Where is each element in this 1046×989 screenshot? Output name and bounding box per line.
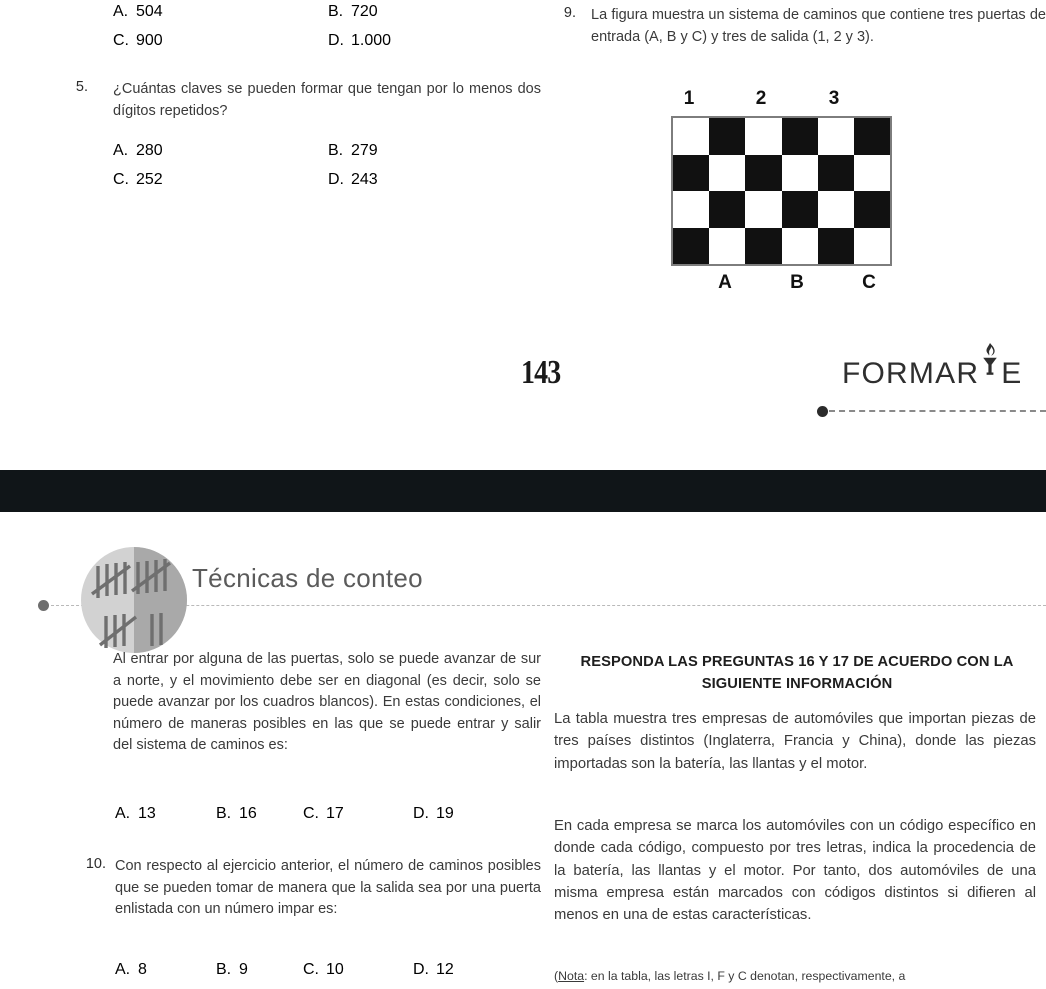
board-cell-white-r3c3: [745, 191, 781, 228]
option-value: 1.000: [351, 32, 392, 49]
option-value: 13: [138, 805, 156, 822]
option-letter: D.: [413, 805, 429, 822]
option-value: 19: [436, 805, 454, 822]
note-label: Nota: [558, 969, 585, 983]
board-cell-black-r3c4: [782, 191, 818, 228]
option-value: 252: [136, 171, 163, 188]
option-q10-c: [303, 961, 344, 979]
board-cell-white-r2c4: [782, 155, 818, 192]
option-letter: D.: [413, 961, 429, 978]
question-9-number: 9.: [563, 5, 576, 21]
brand-text-before: FORMAR: [842, 357, 980, 390]
option-value: 8: [138, 961, 147, 978]
option-value: 10: [326, 961, 344, 978]
option-letter: A.: [113, 142, 129, 159]
question-9-continuation-text: Al entrar por alguna de las puertas, solo se puede avanzar de sur a norte, y el movimiento debe ser en diagonal (es decir, solo se puede avanzar por los cuadros blancos). En estas condiciones, el número de maneras posibles en las que se puede entrar y salir del sistema de caminos es:: [113, 651, 541, 753]
checkerboard-figure: [0, 0, 1046, 320]
formarte-logo: [842, 357, 1022, 391]
option-q10-b: [216, 961, 248, 979]
board-cell-black-r2c3: [745, 155, 781, 192]
board-cell-white-r1c1: [673, 118, 709, 155]
section-dotted-line: [38, 603, 1046, 607]
option-value: 16: [239, 805, 257, 822]
option-value: 900: [136, 32, 163, 49]
option-value: 9: [239, 961, 248, 978]
question-10-number: 10.: [85, 856, 106, 872]
board-cell-white-r1c5: [818, 118, 854, 155]
info-paragraph-1: La tabla muestra tres empresas de automóviles que importan piezas de tres países distintos (Inglaterra, Francia y China), donde las piezas importadas son la batería, las llantas y el motor.: [554, 711, 1036, 772]
figure-top-label-2: 2: [755, 88, 767, 109]
figure-top-label-1: 1: [683, 88, 695, 109]
option-letter: A.: [115, 961, 131, 978]
section-dash-line: [51, 605, 1046, 606]
board-cell-white-r4c2: [709, 228, 745, 265]
question-5-text: ¿Cuántas claves se pueden formar que tengan por lo menos dos dígitos repetidos?: [113, 81, 541, 119]
option-letter: B.: [328, 142, 344, 159]
option-value: 504: [136, 3, 163, 20]
option-value: 243: [351, 171, 378, 188]
figure-bottom-label-c: C: [862, 272, 876, 293]
option-letter: B.: [216, 805, 232, 822]
board-cell-black-r4c3: [745, 228, 781, 265]
option-letter: C.: [303, 961, 319, 978]
option-q10-d: [413, 961, 454, 979]
option-value: 17: [326, 805, 344, 822]
option-letter: C.: [113, 171, 129, 188]
board-cell-white-r3c1: [673, 191, 709, 228]
option-q10-a: [115, 961, 147, 979]
option-q9-b: [216, 805, 257, 823]
board-cell-black-r4c1: [673, 228, 709, 265]
board-cell-black-r2c1: [673, 155, 709, 192]
question-10-text: Con respecto al ejercicio anterior, el número de caminos posibles que se pueden tomar de manera que la salida sea por una puerta enlistada con un número impar es:: [115, 858, 541, 917]
option-letter: B.: [216, 961, 232, 978]
option-letter: D.: [328, 32, 344, 49]
responda-heading: RESPONDA LAS PREGUNTAS 16 Y 17 DE ACUERDO CON LA SIGUIENTE INFORMACIÓN: [580, 654, 1014, 692]
figure-bottom-label-a: A: [718, 272, 732, 293]
question-9-text: La figura muestra un sistema de caminos que contiene tres puertas de entrada (A, B y C) y tres de salida (1, 2 y 3).: [591, 7, 1046, 45]
lower-right-column: [550, 640, 1046, 989]
note-open-paren: (: [554, 969, 559, 983]
option-letter: C.: [113, 32, 129, 49]
option-value: 720: [351, 3, 378, 20]
option-value: 12: [436, 961, 454, 978]
info-paragraph-2: En cada empresa se marca los automóviles con un código específico en donde cada código, compuesto por tres letras, indica la procedencia de la batería, las llantas y el motor. Por tanto, dos automóviles de una misma empresa están marcados con códigos distintos si difieren al menos en una de estas características.: [554, 818, 1036, 924]
board-cell-white-r2c6: [854, 155, 890, 192]
figure-top-label-3: 3: [828, 88, 840, 109]
option-q9-c: [303, 805, 344, 823]
board-cell-black-r2c5: [818, 155, 854, 192]
board-cell-black-r3c2: [709, 191, 745, 228]
board-cell-white-r1c3: [745, 118, 781, 155]
tally-marks-circle-icon: [80, 546, 188, 654]
option-letter: B.: [328, 3, 344, 20]
footer-dot: [817, 406, 828, 417]
checkerboard-grid: [671, 116, 892, 266]
option-value: 279: [351, 142, 378, 159]
checkerboard-grid-wrap: [671, 116, 892, 266]
option-letter: C.: [303, 805, 319, 822]
board-cell-white-r4c6: [854, 228, 890, 265]
option-q9-d: [413, 805, 454, 823]
brand-text-after: E: [1001, 357, 1023, 390]
section-dot: [38, 600, 49, 611]
board-cell-black-r3c6: [854, 191, 890, 228]
figure-bottom-label-b: B: [790, 272, 804, 293]
board-cell-white-r2c2: [709, 155, 745, 192]
footer-dash-line: [829, 410, 1046, 412]
option-value: 280: [136, 142, 163, 159]
torch-icon: [978, 342, 1002, 390]
footer-dotted-line: [817, 409, 1046, 413]
board-cell-black-r4c5: [818, 228, 854, 265]
option-q9-a: [115, 805, 156, 823]
board-cell-white-r4c4: [782, 228, 818, 265]
lower-left-column: [0, 640, 545, 989]
board-cell-black-r1c6: [854, 118, 890, 155]
question-5-number: 5.: [75, 79, 88, 95]
board-cell-black-r1c2: [709, 118, 745, 155]
option-letter: D.: [328, 171, 344, 188]
board-cell-white-r3c5: [818, 191, 854, 228]
page-divider-band: [0, 470, 1046, 512]
page-number: 143: [521, 354, 561, 391]
info-note: [554, 968, 1046, 985]
note-text: : en la tabla, las letras I, F y C denotan, respectivamente, a: [584, 969, 906, 983]
board-cell-black-r1c4: [782, 118, 818, 155]
option-letter: A.: [113, 3, 129, 20]
section-title: Técnicas de conteo: [192, 563, 423, 593]
option-letter: A.: [115, 805, 131, 822]
brand-t-slot: [979, 357, 1001, 391]
